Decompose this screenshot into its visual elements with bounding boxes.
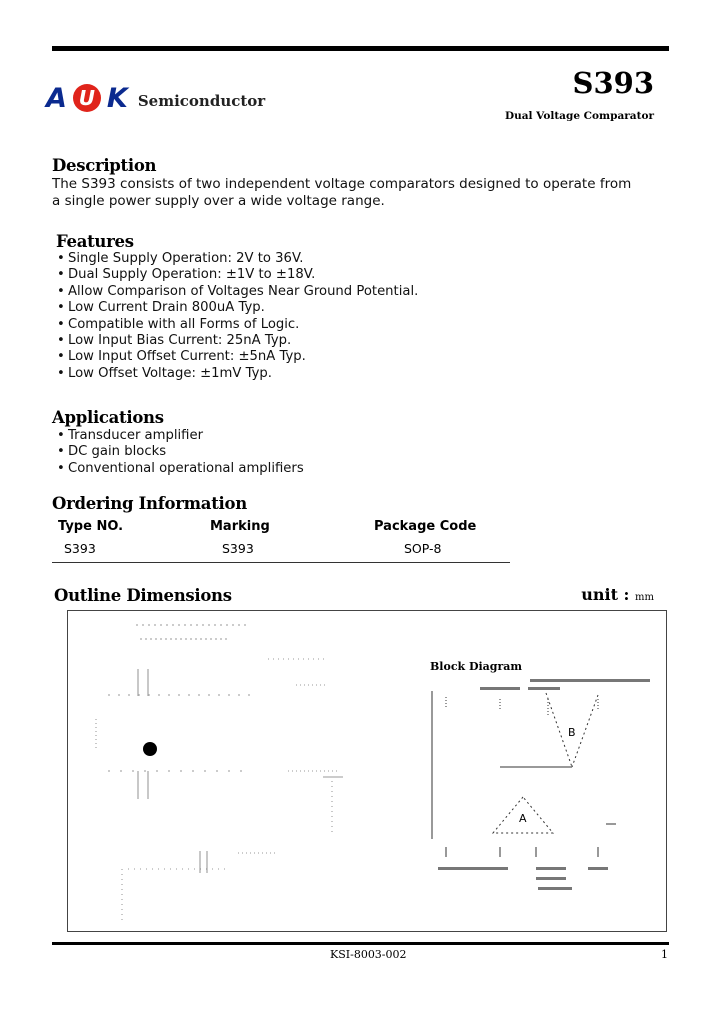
outline-drawing (68, 611, 668, 933)
block-diagram (432, 691, 616, 857)
column-header: Marking (210, 519, 270, 534)
part-number: S393 (572, 66, 654, 100)
table-header (52, 515, 510, 537)
unit-value: mm (635, 592, 654, 603)
ordering-title: Ordering Information (52, 494, 247, 513)
unit-text: unit : (581, 585, 630, 604)
features-title: Features (56, 232, 134, 251)
list-item: • Low Current Drain 800uA Typ. (56, 300, 418, 316)
description-text (52, 176, 631, 209)
description-title: Description (52, 156, 157, 175)
list-item: • Low Input Offset Current: ±5nA Typ. (56, 349, 418, 365)
pin1-marker (143, 742, 157, 756)
document-code: KSI-8003-002 (330, 948, 407, 961)
list-item: • Dual Supply Operation: ±1V to ±18V. (56, 267, 418, 283)
column-header: Package Code (374, 519, 477, 534)
logo-letter-k: K (106, 82, 128, 114)
list-item: • Allow Comparison of Voltages Near Ground Potential. (56, 284, 418, 300)
logo-letter-a: A (46, 82, 67, 114)
outline-figure (67, 610, 667, 932)
list-item: • Transducer amplifier (56, 428, 304, 444)
table-cell: S393 (222, 541, 254, 556)
package-outline (96, 625, 343, 921)
column-header: Type NO. (58, 519, 124, 534)
logo-letter-u: U (73, 84, 101, 112)
list-item: • Compatible with all Forms of Logic. (56, 317, 418, 333)
list-item: • Single Supply Operation: 2V to 36V. (56, 251, 418, 267)
outline-title: Outline Dimensions (54, 586, 232, 605)
top-rule (52, 46, 669, 51)
list-item: • Conventional operational amplifiers (56, 461, 304, 477)
description-line: a single power supply over a wide voltage range. (52, 192, 385, 209)
comparator-a-label: A (519, 812, 527, 825)
ordering-table (52, 515, 510, 563)
block-diagram-faint-labels (438, 679, 650, 890)
features-list (56, 251, 418, 382)
bottom-rule (52, 942, 669, 945)
company-logo (46, 82, 265, 114)
table-cell: SOP-8 (404, 541, 442, 556)
company-name: Semiconductor (137, 92, 266, 110)
applications-list (56, 428, 304, 477)
list-item: • Low Offset Voltage: ±1mV Typ. (56, 366, 418, 382)
applications-title: Applications (52, 408, 164, 427)
part-description: Dual Voltage Comparator (504, 110, 654, 122)
table-row (52, 537, 510, 563)
comparator-b-label: B (568, 726, 576, 739)
table-cell: S393 (64, 541, 96, 556)
page-number: 1 (661, 948, 668, 961)
block-diagram-title: Block Diagram (430, 660, 523, 673)
unit-label (581, 585, 654, 604)
list-item: • DC gain blocks (56, 444, 304, 460)
description-line: The S393 consists of two independent voltage comparators designed to operate from (52, 176, 632, 192)
list-item: • Low Input Bias Current: 25nA Typ. (56, 333, 418, 349)
